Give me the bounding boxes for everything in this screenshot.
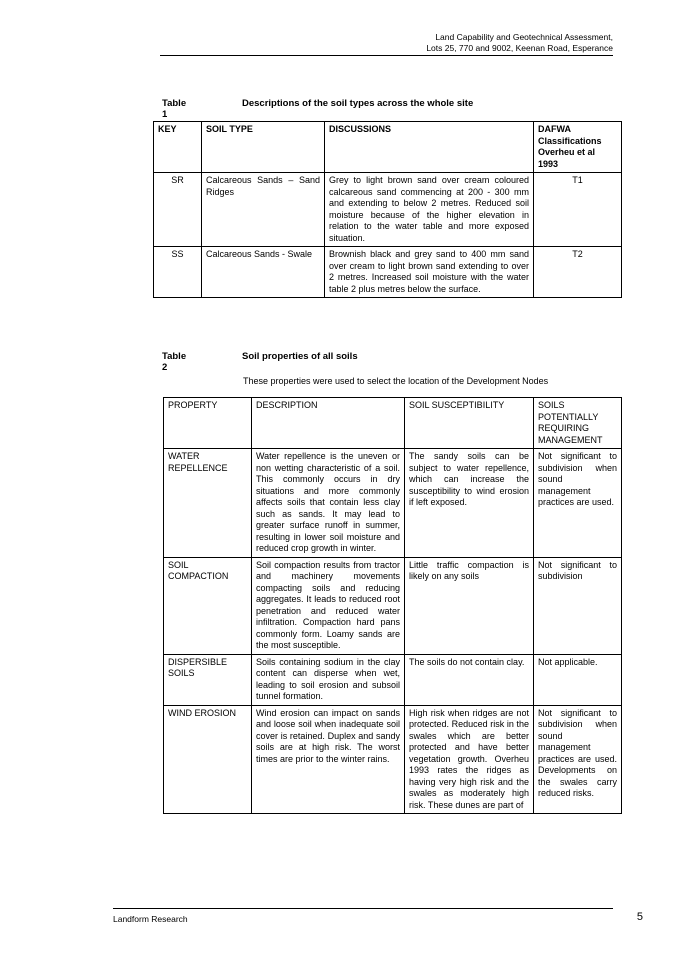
table-row	[164, 557, 622, 654]
soil-classification: T1	[534, 173, 622, 247]
property-management: Not significant to subdivision when sound management practices are used. Developments on the swales carry reduced risks.	[534, 705, 622, 814]
table2-number: Table 2	[162, 351, 187, 373]
soil-discussion: Grey to light brown sand over cream coloured calcareous sand commencing at 200 - 300 mm and extending to below 2 metres. Reduced soil moisture because of the higher elevation in relation to the water table and more exposed situation.	[325, 173, 534, 247]
soil-types-table	[153, 121, 622, 298]
property-description: Wind erosion can impact on sands and loose soil when inadequate soil cover is retained. Duplex and sandy soils are at high risk. The worst times are prior to the winter rains.	[252, 705, 405, 814]
table2-title: Soil properties of all soils	[242, 351, 358, 362]
header-rule	[160, 55, 613, 56]
table1-col-dafwa: DAFWA Classifications Overheu et al 1993	[534, 122, 622, 173]
property-susceptibility: Little traffic compaction is likely on any soils	[405, 557, 534, 654]
property-management: Not applicable.	[534, 654, 622, 705]
soil-type: Calcareous Sands – Sand Ridges	[202, 173, 325, 247]
soil-key: SS	[154, 247, 202, 298]
property-description: Soils containing sodium in the clay content can disperse when wet, leading to soil erosion and subsoil tunnel formation.	[252, 654, 405, 705]
property-susceptibility: High risk when ridges are not protected. Reduced risk in the swales which are better protected and have better vegetation growth. Overheu 1993 rates the ridges as having very high risk and the swales as moderately high risk. These dunes are part of	[405, 705, 534, 814]
table2-col-description: DESCRIPTION	[252, 398, 405, 449]
table-row	[154, 173, 622, 247]
property-name: WIND EROSION	[164, 705, 252, 814]
table-row	[164, 449, 622, 558]
table1-col-key: KEY	[154, 122, 202, 173]
table-row	[154, 247, 622, 298]
table2-header-row	[164, 398, 622, 449]
soil-properties-table	[163, 397, 622, 814]
page-number: 5	[636, 911, 643, 923]
soil-classification: T2	[534, 247, 622, 298]
table-row	[164, 654, 622, 705]
header-line-2: Lots 25, 770 and 9002, Keenan Road, Esperance	[426, 43, 613, 53]
table-row	[164, 705, 622, 814]
footer-company: Landform Research	[113, 914, 188, 924]
table1-header-row	[154, 122, 622, 173]
table1-title: Descriptions of the soil types across the whole site	[242, 98, 474, 109]
property-name: WATER REPELLENCE	[164, 449, 252, 558]
property-name: SOIL COMPACTION	[164, 557, 252, 654]
table1-number: Table 1	[162, 98, 187, 120]
property-description: Soil compaction results from tractor and machinery movements compacting soils and reducing aggregates. It leads to reduced root penetration and reduced water infiltration. Compaction hard pans commonly form. Loamy sands are the most susceptible.	[252, 557, 405, 654]
table2-col-property: PROPERTY	[164, 398, 252, 449]
property-name: DISPERSIBLE SOILS	[164, 654, 252, 705]
soil-type: Calcareous Sands - Swale	[202, 247, 325, 298]
table1-col-discussions: DISCUSSIONS	[325, 122, 534, 173]
table2-col-management: SOILS POTENTIALLY REQUIRING MANAGEMENT	[534, 398, 622, 449]
table2-note: These properties were used to select the location of the Development Nodes	[243, 376, 549, 386]
property-susceptibility: The soils do not contain clay.	[405, 654, 534, 705]
property-management: Not significant to subdivision when sound management practices are used.	[534, 449, 622, 558]
footer-rule	[113, 908, 613, 909]
table1-col-soil-type: SOIL TYPE	[202, 122, 325, 173]
property-management: Not significant to subdivision	[534, 557, 622, 654]
running-header	[426, 32, 613, 54]
soil-discussion: Brownish black and grey sand to 400 mm sand over cream to light brown sand extending to over 2 metres. Increased soil moisture with the water table 2 plus metres below the surface.	[325, 247, 534, 298]
header-line-1: Land Capability and Geotechnical Assessment,	[435, 32, 613, 42]
table2-col-susceptibility: SOIL SUSCEPTIBILITY	[405, 398, 534, 449]
property-susceptibility: The sandy soils can be subject to water repellence, which can increase the susceptibility to wind erosion if left exposed.	[405, 449, 534, 558]
property-description: Water repellence is the uneven or non wetting characteristic of a soil. This commonly occurs in dry situations and more commonly affects soils that contain less clay such as sands. It may lead to greater surface runoff in summer, resulting in lower soil moisture and reduced crop growth in winter.	[252, 449, 405, 558]
soil-key: SR	[154, 173, 202, 247]
